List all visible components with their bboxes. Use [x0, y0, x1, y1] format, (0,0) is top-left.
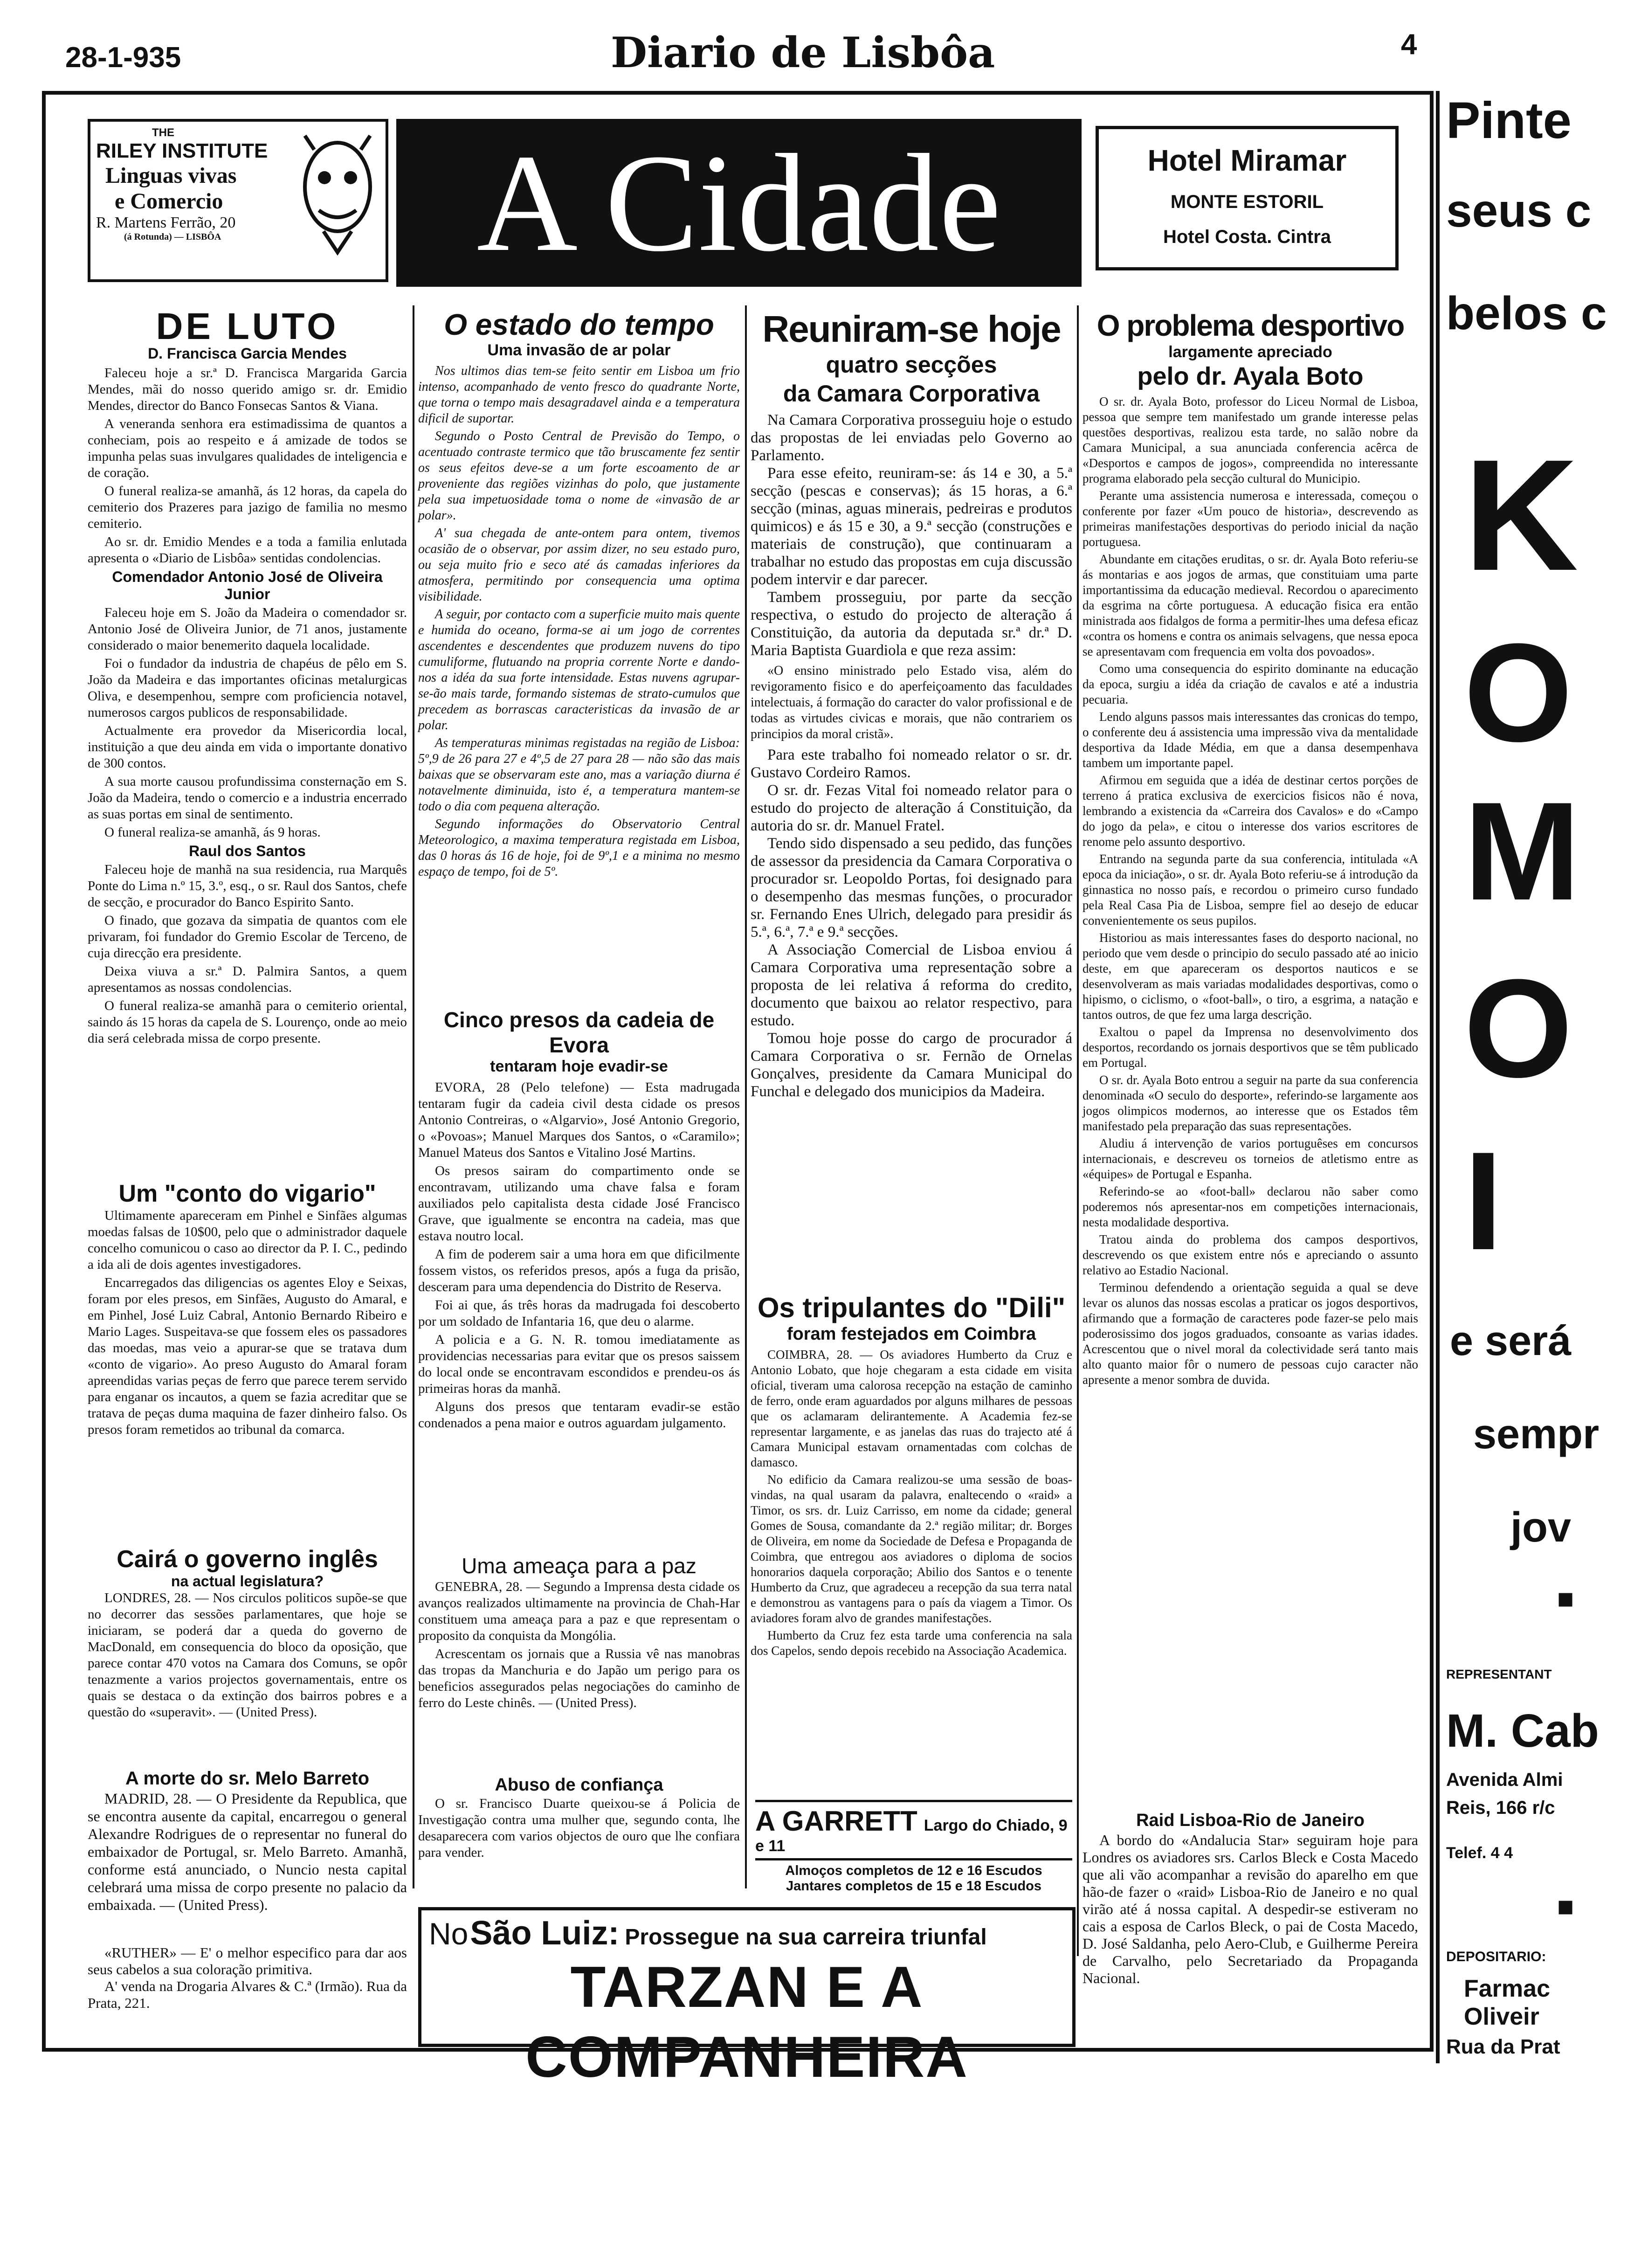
- dili-subhead: foram festejados em Coimbra: [786, 1324, 1036, 1344]
- ad-word-4: e será: [1450, 1318, 1572, 1364]
- paragraph: Segundo o Posto Central de Previsão do Tempo, o acentuado contraste termico que tão bruscamente fez sentir os seus efeitos deve-se a um forte escoamento de ar proveniente das regiões vizinhas do polo, que justamente pela sua impetuosidade toma o nome de «invasão de ar polar».: [418, 429, 740, 523]
- riley-line4: e Comercio: [115, 189, 223, 214]
- paragraph: Ultimamente apareceram em Pinhel e Sinfães algumas moedas falsas de 10$00, pelo que o administrador daquele concelho comunicou o caso ao director da P. I. C., pedindo a ida ali de dois agentes investigadores.: [88, 1208, 407, 1272]
- paragraph: Ao sr. dr. Emidio Mendes e a toda a familia enlutada apresenta o «Diario de Lisbôa» sentidas condolencias.: [88, 534, 407, 566]
- paragraph: Aludiu á intervenção de varios portuguêses em concursos internacionais, e descreveu os torneios de atletismo entre as «équipes» de Portugal e Espanha.: [1083, 1136, 1418, 1181]
- sao-luiz-ad: [418, 1907, 1076, 2089]
- tempo-article: [418, 363, 740, 880]
- paragraph: Tratou ainda do problema dos campos desportivos, descrevendo os que existem entre nós e apreciando o assunto relativo ao Estadio Nacional.: [1083, 1232, 1418, 1277]
- dili-headline: Os tripulantes do "Dili": [757, 1292, 1066, 1323]
- paragraph: A seguir, por contacto com a superficie muito mais quente e humida do oceano, forma-se ai um jogo de correntes ascendentes e descendentes que produzem nuvens do tipo cumuliforme, flutuando na propria corrente Norte e dando-nos a idéa da sua forte intensidade. Estas nuvens agrupar-se-ão mais tarde, formando sistemas de strato-cumulos que precedem as borrascas caracteristicas da invasão de ar polar.: [418, 607, 740, 733]
- camara-article: [751, 411, 1072, 1100]
- hotel-line2: MONTE ESTORIL: [1170, 192, 1324, 212]
- governo-subhead: na actual legislatura?: [171, 1573, 324, 1590]
- melo-barreto-article: [88, 1767, 407, 1914]
- abuso-headline: Abuso de confiança: [495, 1775, 663, 1795]
- conto-headline: Um "conto do vigario": [118, 1180, 376, 1207]
- paragraph: Como uma consequencia do espirito dominante na educação da epoca, surgiu a idéa da criação de cavalos e até a industria pecuaria.: [1083, 662, 1418, 706]
- ad-tagline: Prossegue na sua carreira triunfal: [625, 1925, 987, 1950]
- garrett-line1: Almoços completos de 12 e 16 Escudos: [785, 1863, 1042, 1878]
- ameaca-headline: Uma ameaça para a paz: [462, 1554, 696, 1578]
- paragraph: A' sua chegada de ante-ontem para ontem, tivemos ocasião de o observar, por assim dizer, no seu estado puro, ou seja muito frio e seco até ás camadas inferiores da atmosfera, permitindo por consequencia uma optima visibilidade.: [418, 526, 740, 604]
- rep-telephone: Telef. 4 4: [1446, 1844, 1513, 1862]
- masthead: Diario de Lisbôa: [611, 28, 995, 77]
- paragraph: A policia e a G. N. R. tomou imediatamente as providencias necessarias para evitar que os presos saissem do local onde se encontravam escondidos e prendeu-os ás primeiras horas da manhã.: [418, 1332, 740, 1396]
- column-rule-2: [745, 305, 747, 1888]
- ad-letter-o2: O: [1464, 950, 1573, 1106]
- desporto-subhead-1: largamente apreciado: [1168, 343, 1332, 361]
- paragraph: A bordo do «Andalucia Star» seguiram hoje para Londres os aviadores srs. Carlos Bleck e Costa Macedo que ali vão acompanhar a revisão do aparelho em que hão-de fazer o «raid» Lisboa-Rio de Janeiro e no qual virão até á nossa capital. A despedir-se estiveram no cais a esposa de Carlos Bleck, o pai de Costa Macedo, D. José Saldanha, pelo Aero-Club, e Guilherme Pereira de Carvalho, pelo Secretariado da Propaganda Nacional.: [1083, 1832, 1418, 1986]
- riley-line5: R. Martens Ferrão, 20: [96, 214, 236, 231]
- column-rule-3: [1077, 305, 1079, 1956]
- issue-date: 28-1-935: [65, 41, 181, 74]
- barreto-headline: A morte do sr. Melo Barreto: [125, 1768, 370, 1789]
- luto-article-2: [88, 605, 407, 841]
- paragraph: Terminou defendendo a orientação seguida a qual se deve levar os alunos das nossas escolas a praticar os jogos desportivos, afirmando que a formação de caracteres pode fazer-se pelo mais poderosissimo dos jogos graduados, consoante as varias idades. Acrescentou que o nivel moral da colectividade será tanto mais alto quanto maior fôr o numero de pessoas cujo caracter não apresente a menor sombra de duvida.: [1083, 1280, 1418, 1387]
- presos-subhead: tentaram hoje evadir-se: [490, 1058, 668, 1075]
- abuso-confianca-article: [418, 1774, 740, 1863]
- ad-bullet-1: ■: [1557, 1583, 1574, 1614]
- page-number: 4: [1401, 28, 1417, 61]
- paragraph: Historiou as mais interessantes fases do desporto nacional, no periodo que vem desde o principio do seculo passado até ao inicio deste, em que apareceram os desportos nauticos e se desenvolveram as mais variadas modalidades desportivas, como o hipismo, o ciclismo, o «foot-ball», o tiro, a esgrima, a natação e tantos outros, de que fez uma larga descrição.: [1083, 931, 1418, 1022]
- paragraph: Afirmou em seguida que a idéa de destinar certos porções de terreno á pratica exclusiva de exercicios fisicos não é nova, lembrando a existencia da «Carreira dos Cavalos» e do «Campo do jogo da pela», e citou o interesse dos varios escritores de renome pelo assunto desportivo.: [1083, 773, 1418, 849]
- dep-name-2: Oliveir: [1464, 2003, 1539, 2030]
- ad-prefix: No: [429, 1916, 469, 1951]
- luto-article: [88, 365, 407, 567]
- ad-word-1: Pinte: [1446, 92, 1572, 149]
- right-edge-ad: [1436, 91, 1641, 2063]
- rep-address-1: Avenida Almi: [1446, 1770, 1563, 1790]
- dep-address: Rua da Prat: [1446, 2035, 1560, 2058]
- paragraph: O sr. dr. Ayala Boto entrou a seguir na parte da sua conferencia denominada «O seculo do desporte», referindo-se largamente aos jogos olimpicos modernos, ao interesse que os Estados têm manifestado pela preparação das suas representações.: [1083, 1073, 1418, 1133]
- camara-subhead-1: quatro secções: [826, 352, 997, 378]
- section-title: A Cidade: [476, 125, 1001, 280]
- paragraph: A fim de poderem sair a uma hora em que dificilmente fossem vistos, os referidos presos, após a fuga da prisão, desceram para uma dependencia do Distrito de Reserva.: [418, 1247, 740, 1294]
- ameaca-paz-article: [418, 1553, 740, 1713]
- paragraph: Referindo-se ao «foot-ball» declarou não saber como poderemos nós apresentar-nos em competições internacionais, nesta modalidade desportiva.: [1083, 1184, 1418, 1229]
- paragraph: O sr. dr. Ayala Boto, professor do Liceu Normal de Lisboa, pessoa que sempre tem manifestado um grande interesse pelas questões desportivas, realizou esta tarde, no salão nobre da Camara Municipal, a sua anunciada conferencia acêrca de «Desportos e campos de jogos», compreendida no interessante programa elaborado pela secção cultural do Municipio.: [1083, 394, 1418, 485]
- paragraph: Alguns dos presos que tentaram evadir-se estão condenados a pena maior e outros aguardam julgamento.: [418, 1399, 740, 1431]
- garrett-address: Largo do Chiado, 9 e 11: [755, 1817, 1068, 1855]
- tempo-subhead: Uma invasão de ar polar: [487, 341, 671, 359]
- ad-word-2: seus c: [1446, 185, 1592, 237]
- governo-headline: Cairá o governo inglês: [117, 1546, 378, 1573]
- paragraph: EVORA, 28 (Pelo telefone) — Esta madrugada tentaram fugir da cadeia civil desta cidade os presos Antonio Contreiras, o «Algarvio», José Antonio Gregorio, o «Povoas»; Manuel Marques dos Santos, o «Caramilo»; Manuel Mateus dos Santos e Vitalino José Martins.: [418, 1080, 740, 1160]
- dep-name-1: Farmac: [1464, 1975, 1550, 2002]
- rep-label: REPRESENTANT: [1446, 1667, 1552, 1681]
- ad-word-6: jov: [1510, 1504, 1572, 1551]
- paragraph: Para esse efeito, reuniram-se: ás 14 e 30, a 5.ª secção (pescas e conservas); ás 15 horas, a 6.ª secção (minas, aguas minerais, pedreiras e produtos quimicos) e ás 15 e 30, a 9.ª secção (construções e materiais de construção), que continuaram a trabalhar no estudo das propostas em cuja discussão podem intervir e dar parecer.: [751, 465, 1072, 588]
- paragraph: Faleceu hoje em S. João da Madeira o comendador sr. Antonio José de Oliveira Junior, de 71 anos, justamente considerado o maior benemerito daquela localidade.: [88, 605, 407, 653]
- paragraph: Entrando na segunda parte da sua conferencia, intitulada «A epoca da iniciação», o sr. dr. Ayala Boto referiu-se á introdução da ginnastica no nosso país, e recordou o primeiro curso fundado pela Real Casa Pia de Lisboa, sempre fiel ao desejo de educar convenientemente os seus pupilos.: [1083, 852, 1418, 927]
- paragraph: Na Camara Corporativa prosseguiu hoje o estudo das propostas de lei enviadas pelo Governo ao Parlamento.: [751, 412, 1072, 464]
- garrett-name: A GARRETT: [755, 1805, 917, 1837]
- section-title-a-cidade: [396, 119, 1082, 287]
- paragraph: MADRID, 28. — O Presidente da Republica, que se encontra ausente da capital, encarregou o general Alexandre Rodrigues de o representar no funeral do embaixador de Portugal, sr. Melo Barreto. Amanhã, conforme está anunciado, o Nuncio nesta capital celebrará uma missa de corpo presente no palacio da embaixada. — (United Press).: [88, 1790, 407, 1913]
- luto-headline: DE LUTO: [156, 305, 339, 347]
- paragraph: A Associação Comercial de Lisboa enviou á Camara Corporativa uma representação sobre a proposta de lei relativa á reforma do credito, documento que baixou ao relator respectivo, para estudo.: [751, 941, 1072, 1029]
- column-4: [1083, 308, 1418, 1390]
- dep-label: DEPOSITARIO:: [1446, 1949, 1546, 1964]
- paragraph: Lendo alguns passos mais interessantes das cronicas do tempo, o conferente deu á assistencia uma impressão viva da mentalidade desportiva da Idade Média, em que a dansa desempenhava tambem um importante papel.: [1083, 710, 1418, 770]
- paragraph: Nos ultimos dias tem-se feito sentir em Lisboa um frio intenso, acompanhado de vento fresco do quadrante Norte, que torna o tempo mais desagradavel ainda e a temperatura dificil de suportar.: [418, 364, 740, 426]
- hotel-line3: Hotel Costa. Cintra: [1163, 227, 1331, 247]
- paragraph: A veneranda senhora era estimadissima de quantos a conheciam, pois ao respeito e á amizade de todos se impunha pelas suas invulgares qualidades de inteligencia e de coração.: [88, 416, 407, 480]
- masks-illustration-icon: [296, 131, 379, 262]
- tempo-headline: O estado do tempo: [444, 308, 714, 341]
- paragraph: Tendo sido dispensado a seu pedido, das funções de assessor da presidencia da Camara Corporativa o procurador sr. Leopoldo Portas, foi designado para o desempenho das mesmas funções, o procurador sr. Fernando Enes Ulrich, delegado para presidir ás 5.ª, 6.ª, 7.ª e 9.ª secções.: [751, 835, 1072, 940]
- raid-headline: Raid Lisboa-Rio de Janeiro: [1136, 1811, 1365, 1830]
- paragraph: «RUTHER» — E' o melhor especifico para dar aos seus cabelos a sua coloração primitiva.: [88, 1944, 407, 1978]
- paragraph: Segundo informações do Observatorio Central Meteorologico, a maxima temperatura registada em Lisboa, das 0 horas ás 16 de hoje, foi de 9º,1 e a minima no mesmo espaço de tempo, foi de 5º.: [418, 817, 740, 879]
- quote: «O ensino ministrado pelo Estado visa, além do revigoramento fisico e do aperfeiçoamento das faculdades intelectuais, á formação do caracter do valor profissional e de todas as virtudes civicas e morais, que não contrariem os principios da moral cristã».: [751, 664, 1072, 741]
- paragraph: Encarregados das diligencias os agentes Eloy e Seixas, foram por eles presos, em Sinfães, Augusto do Amaral, e em Pinhel, José Luiz Cabral, Antonio Bernardo Ribeiro e Mario Lages. Suspeitava-se que fossem eles os passadores das moedas, mas veio a apurar-se que se tratava dum «conto de vigario». Ao preso Augusto do Amaral foram apreendidas varias peças de ferro que parece terem servido para enganar os incautos, a quem se fazia acreditar que se tratava de peças duma maquina de fazer dinheiro falso. Os presos foram remetidos ao tribunal da comarca.: [88, 1275, 407, 1437]
- ruther-ad: [88, 1944, 407, 2012]
- presos-headline: Cinco presos da cadeia de Evora: [443, 1008, 715, 1057]
- column-2: [418, 308, 740, 882]
- raid-article: [1083, 1809, 1418, 1987]
- paragraph: Actualmente era provedor da Misericordia local, instituição a que deu ainda em vida o importante donativo de 300 contos.: [88, 723, 407, 771]
- dili-article: [751, 1292, 1072, 1660]
- paragraph: Exaltou o papel da Imprensa no desenvolvimento dos desportos, recordando os jornais desportivos que se têm publicado em Portugal.: [1083, 1025, 1418, 1070]
- paragraph: Para este trabalho foi nomeado relator o sr. dr. Gustavo Cordeiro Ramos.: [751, 747, 1072, 781]
- paragraph: No edificio da Camara realizou-se uma sessão de boas-vindas, na qual usaram da palavra, enaltecendo o «raid» a Timor, os srs. dr. Luiz Carrisso, em nome da cidade; general Gomes de Sousa, comandante da 2.ª região militar; dr. Borges de Oliveira, em nome da Sociedade de Defesa e Propaganda de Coimbra, que entregou aos aviadores o diploma de socios honorarios daquela corporação; Abilio dos Santos e o tenente Humberto da Cruz, que agradeceu a recepção da sua terra natal e demonstrou as vantagens para o país da viagem a Timor. Os aviadores foram alvo de grandes manifestações.: [751, 1473, 1072, 1625]
- ad-letter-k: K: [1464, 427, 1579, 604]
- camara-headline: Reuniram-se hoje: [762, 308, 1061, 350]
- paragraph: A sua morte causou profundissima consternação em S. João da Madeira, tendo o comercio e a industria encerrado as suas portas em sinal de sentimento.: [88, 774, 407, 822]
- luto-subhead-2: Comendador Antonio José de Oliveira Junior: [112, 568, 383, 602]
- paragraph: Abundante em citações eruditas, o sr. dr. Ayala Boto referiu-se ás montarias e aos jogos de armas, que constituiam uma parte importantissima da educação medieval. Recordou o aparecimento da esgrima na côrte portuguesa. A educação fisica era então ministrada aos fidalgos de forma a permitir-lhes uma defesa eficaz «contra os homens e contra os animais selvagens, que nessa epoca se apresentavam com frequencia em volta dos povoados».: [1083, 552, 1418, 658]
- ad-letter-i: I: [1464, 1122, 1503, 1279]
- riley-line2: RILEY INSTITUTE: [96, 139, 268, 162]
- conto-vigario-article: [88, 1180, 407, 1440]
- paragraph: O sr. Francisco Duarte queixou-se á Policia de Investigação contra uma mulher que, segundo conta, lhe desaparecera com varios objectos de ouro que lhe confiara para vender.: [418, 1796, 740, 1860]
- ad-word-5: sempr: [1473, 1411, 1600, 1458]
- ad-film-title: TARZAN E A COMPANHEIRA: [525, 1955, 968, 2089]
- riley-line1: THE: [152, 126, 174, 139]
- ad-word-3: belos c: [1446, 287, 1607, 339]
- luto-subhead-1: D. Francisca Garcia Mendes: [148, 345, 347, 362]
- rep-name: M. Cab: [1446, 1705, 1599, 1757]
- paragraph: GENEBRA, 28. — Segundo a Imprensa desta cidade os avanços realizados ultimamente na provincia de Chah-Har constituem uma ameaça para a paz e que representam o proposito da conquista da Mongólia.: [418, 1579, 740, 1643]
- paragraph: Deixa viuva a sr.ª D. Palmira Santos, a quem apresentamos as nossas condolencias.: [88, 964, 407, 995]
- luto-article-3: [88, 862, 407, 1047]
- ad-venue: São Luiz:: [470, 1915, 620, 1952]
- garrett-line2: Jantares completos de 15 e 18 Escudos: [786, 1879, 1042, 1894]
- desporto-subhead-2: pelo dr. Ayala Boto: [1137, 362, 1364, 390]
- ad-bullet-2: ■: [1557, 1891, 1574, 1922]
- garrett-ad: [755, 1800, 1072, 1894]
- paragraph: Os presos sairam do compartimento onde se encontravam, utilizando uma chave falsa e foram auxiliados pelo capitalista desta cidade José Francisco Grave, que igualmente se encontra na cadeia, mas que estava noutro local.: [418, 1163, 740, 1244]
- paragraph: Faleceu hoje a sr.ª D. Francisca Margarida Garcia Mendes, mãi do nosso querido amigo sr. dr. Emidio Mendes, director do Banco Fonsecas Santos & Viana.: [88, 366, 407, 413]
- paragraph: O finado, que gozava da simpatia de quantos com ele privaram, foi fundador do Gremio Escolar de Terceno, de cuja direcção era presidente.: [88, 913, 407, 961]
- governo-ingles-article: [88, 1546, 407, 1722]
- paragraph: O funeral realiza-se amanhã, ás 12 horas, da capela do cemiterio dos Prazeres para jazigo de familia no mesmo cemiterio.: [88, 484, 407, 531]
- paragraph: Acrescentam os jornais que a Russia vê nas manobras das tropas da Manchuria e do Japão um perigo para os beneficios assegurados pelas negociações do caminho de ferro do Leste chinês. — (United Press).: [418, 1646, 740, 1710]
- paragraph: O funeral realiza-se amanhã para o cemiterio oriental, saindo ás 15 horas da capela de S. Lourenço, onde ao meio dia será celebrada missa de corpo presente.: [88, 998, 407, 1046]
- paragraph: Foi o fundador da industria de chapéus de pêlo em S. João da Madeira e das importantes oficinas metalurgicas Oliva, e desempenhou, sempre com proficiencia notavel, numerosos cargos publicos de responsabilidade.: [88, 656, 407, 720]
- camara-subhead-2: da Camara Corporativa: [783, 380, 1040, 407]
- paragraph: O sr. dr. Fezas Vital foi nomeado relator para o estudo do projecto de alteração á Constituição, da autoria do sr. dr. Manuel Fratel.: [751, 782, 1072, 834]
- luto-subhead-3: Raul dos Santos: [189, 843, 306, 859]
- paragraph: Foi ai que, ás três horas da madrugada foi descoberto por um soldado de Infantaria 16, que deu o alarme.: [418, 1298, 740, 1329]
- paragraph: Perante uma assistencia numerosa e interessada, começou o conferente por fazer «Um pouco de historia», descrevendo as primeiras manifestações desportivas do periodo inicial da nação portuguesa.: [1083, 489, 1418, 549]
- paragraph: Faleceu hoje de manhã na sua residencia, rua Marquês Ponte do Lima n.º 15, 3.º, esq., o sr. Raul dos Santos, chefe de secção, e procurador do Banco Espirito Santo.: [88, 862, 407, 910]
- rep-address-2: Reis, 166 r/c: [1446, 1798, 1555, 1818]
- hotel-line1: Hotel Miramar: [1147, 144, 1347, 177]
- paragraph: A' venda na Drogaria Alvares & C.ª (Irmão). Rua da Prata, 221.: [88, 1978, 407, 2011]
- ad-letter-m: M: [1464, 773, 1580, 929]
- column-1: [88, 305, 407, 1049]
- column-rule-1: [413, 305, 414, 1888]
- paragraph: Tomou hoje posse do cargo de procurador á Camara Corporativa o sr. Fernão de Ornelas Gonçalves, presidente da Camara Municipal do Funchal e delegado dos municipios da Madeira.: [751, 1030, 1072, 1100]
- hotel-miramar-ad: [1096, 126, 1399, 270]
- riley-line6: (á Rotunda) — LISBÔA: [124, 232, 221, 242]
- riley-line3: Linguas vivas: [105, 163, 237, 188]
- column-3: [751, 308, 1072, 1100]
- paragraph: Humberto da Cruz fez esta tarde uma conferencia na sala dos Capelos, sendo depois recebido na Associação Academica.: [751, 1628, 1072, 1658]
- ad-letter-o: O: [1464, 614, 1573, 771]
- paragraph: LONDRES, 28. — Nos circulos politicos supõe-se que no decorrer das sessões parlamentares, que hoje se iniciaram, se poderá dar a queda do governo de MacDonald, em consequencia do bloco da oposição, que parece contar 470 votos na Camara dos Comuns, se opôr tenazmente a varios projectos governamentais, entre os quais se destaca o da extinção dos bairros pobres e a questão do «superavit». — (United Press).: [88, 1590, 407, 1720]
- desporto-headline: O problema desportivo: [1096, 309, 1404, 342]
- paragraph: COIMBRA, 28. — Os aviadores Humberto da Cruz e Antonio Lobato, que hoje chegaram a esta cidade em visita oficial, tiveram uma calorosa recepção na estação de caminho de ferro, onde eram aguardados por alguns milhares de pessoas que os aclamaram delirantemente. A Academia fez-se representar largamente, e as janelas das ruas do trajecto até á Camara Municipal estavam ornamentadas com colchas de damasco.: [751, 1348, 1072, 1469]
- paragraph: O funeral realiza-se amanhã, ás 9 horas.: [104, 825, 321, 840]
- riley-institute-ad: [88, 119, 388, 282]
- paragraph: Tambem prosseguiu, por parte da secção respectiva, o estudo do projecto de alteração á Constituição, da autoria da deputada sr.ª dr.ª D. Maria Baptista Guardiola e que reza assim:: [751, 589, 1072, 659]
- paragraph: As temperaturas minimas registadas na região de Lisboa: 5º,9 de 26 para 27 e 4º,5 de 27 para 28 — não são das mais baixas que se observaram este ano, mas a variação diurna é notavelmente diminuida, isto é, a temperatura mantem-se todo o dia com pequena alteração.: [418, 736, 740, 814]
- presos-evora-article: [418, 1007, 740, 1433]
- desporto-article: [1083, 394, 1418, 1388]
